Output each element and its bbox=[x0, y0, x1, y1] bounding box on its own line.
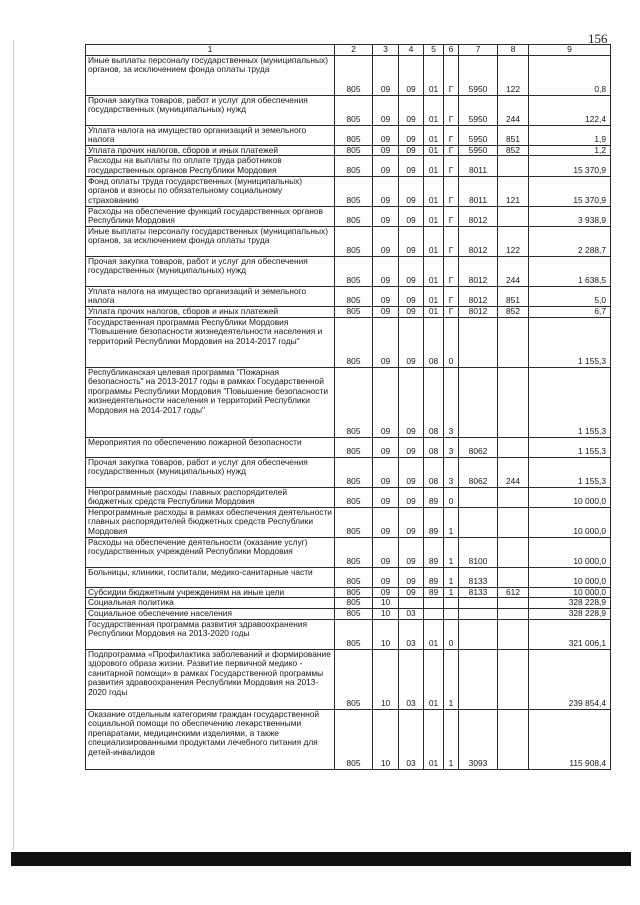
row-description: Расходы на обеспечение деятельности (оказание услуг) государственных учреждений Республики Мордовия bbox=[86, 537, 335, 567]
row-code-c5: 08 bbox=[424, 317, 444, 367]
row-code-c5: 08 bbox=[424, 437, 444, 457]
row-code-c4 bbox=[399, 598, 424, 609]
row-code-c3: 09 bbox=[373, 487, 399, 507]
row-code-c8: 852 bbox=[498, 145, 529, 156]
table-row bbox=[86, 176, 611, 206]
row-code-c3: 09 bbox=[373, 145, 399, 156]
row-code-c4: 09 bbox=[399, 317, 424, 367]
row-code-c7: 8062 bbox=[459, 457, 498, 487]
row-code-c2: 805 bbox=[335, 286, 373, 306]
row-code-c3: 10 bbox=[373, 649, 399, 709]
row-description: Расходы на обеспечение функций государственных органов Республики Мордовия bbox=[86, 206, 335, 226]
row-code-c6: Г bbox=[444, 226, 459, 256]
row-code-c5 bbox=[424, 598, 444, 609]
table-row bbox=[86, 317, 611, 367]
row-code-c2: 805 bbox=[335, 649, 373, 709]
row-description: Уплата прочих налогов, сборов и иных платежей bbox=[86, 306, 335, 317]
table-row bbox=[86, 567, 611, 587]
row-code-c8 bbox=[498, 156, 529, 176]
row-description: Больницы, клиники, госпитали, медико-санитарные части bbox=[86, 567, 335, 587]
row-code-c3: 09 bbox=[373, 306, 399, 317]
row-description: Прочая закупка товаров, работ и услуг для обеспечения государственных (муниципальных) нужд bbox=[86, 457, 335, 487]
row-code-c2: 805 bbox=[335, 125, 373, 145]
row-code-c5: 01 bbox=[424, 125, 444, 145]
header-cell: 1 bbox=[86, 45, 335, 56]
row-code-c4: 09 bbox=[399, 95, 424, 125]
row-code-c8: 852 bbox=[498, 306, 529, 317]
row-code-c5: 89 bbox=[424, 487, 444, 507]
row-code-c4: 09 bbox=[399, 437, 424, 457]
row-code-c3: 09 bbox=[373, 286, 399, 306]
row-code-c4: 03 bbox=[399, 619, 424, 649]
row-code-c5: 08 bbox=[424, 457, 444, 487]
row-amount: 321 006,1 bbox=[529, 619, 611, 649]
table-row bbox=[86, 537, 611, 567]
row-description: Социальное обеспечение населения bbox=[86, 608, 335, 619]
table-row bbox=[86, 156, 611, 176]
row-code-c5: 89 bbox=[424, 537, 444, 567]
table-row bbox=[86, 145, 611, 156]
row-amount: 328 228,9 bbox=[529, 598, 611, 609]
row-description: Оказание отдельным категориям граждан государственной социальной помощи по обеспечению лекарственными препаратами, медицинскими изделиями, а также специализированными продуктами лечебного питания для детей-инвалидов bbox=[86, 709, 335, 769]
row-amount: 1 155,3 bbox=[529, 367, 611, 437]
row-code-c6: Г bbox=[444, 156, 459, 176]
row-code-c5: 01 bbox=[424, 709, 444, 769]
row-code-c6 bbox=[444, 598, 459, 609]
row-code-c8 bbox=[498, 608, 529, 619]
row-code-c5: 01 bbox=[424, 286, 444, 306]
row-code-c2: 805 bbox=[335, 95, 373, 125]
header-cell: 9 bbox=[529, 45, 611, 56]
row-code-c4: 09 bbox=[399, 256, 424, 286]
scan-margin-line bbox=[13, 40, 14, 850]
row-code-c8 bbox=[498, 317, 529, 367]
row-code-c3: 09 bbox=[373, 437, 399, 457]
table-row bbox=[86, 437, 611, 457]
row-description: Государственная программа развития здравоохранения Республики Мордовия на 2013-2020 годы bbox=[86, 619, 335, 649]
row-code-c5: 01 bbox=[424, 145, 444, 156]
row-code-c7: 8062 bbox=[459, 437, 498, 457]
row-description: Республиканская целевая программа "Пожарная безопасность" на 2013-2017 годы в рамках Государственной программы Республики Мордовия "Повышение безопасности жизнедеятельности населения и территорий Республики Мордовия на 2014-2017 годы" bbox=[86, 367, 335, 437]
row-amount: 115 908,4 bbox=[529, 709, 611, 769]
row-code-c3: 09 bbox=[373, 206, 399, 226]
row-code-c4: 03 bbox=[399, 608, 424, 619]
row-code-c7: 8100 bbox=[459, 537, 498, 567]
row-amount: 0,8 bbox=[529, 55, 611, 95]
row-amount: 15 370,9 bbox=[529, 176, 611, 206]
row-code-c7: 8012 bbox=[459, 226, 498, 256]
row-code-c3: 09 bbox=[373, 95, 399, 125]
row-code-c7 bbox=[459, 619, 498, 649]
row-amount: 10 000,0 bbox=[529, 587, 611, 598]
row-code-c6: 1 bbox=[444, 567, 459, 587]
row-code-c4: 09 bbox=[399, 125, 424, 145]
row-code-c2: 805 bbox=[335, 537, 373, 567]
row-code-c2: 805 bbox=[335, 317, 373, 367]
table-row bbox=[86, 598, 611, 609]
row-code-c2: 805 bbox=[335, 256, 373, 286]
row-code-c6: 0 bbox=[444, 317, 459, 367]
row-amount: 1,9 bbox=[529, 125, 611, 145]
row-code-c6: Г bbox=[444, 286, 459, 306]
row-code-c7: 8011 bbox=[459, 176, 498, 206]
table-row bbox=[86, 457, 611, 487]
row-code-c2: 805 bbox=[335, 226, 373, 256]
row-description: Расходы на выплаты по оплате труда работников государственных органов Республики Мордовия bbox=[86, 156, 335, 176]
row-code-c7: 3093 bbox=[459, 709, 498, 769]
row-code-c4: 09 bbox=[399, 206, 424, 226]
row-code-c2: 805 bbox=[335, 487, 373, 507]
row-code-c6: 3 bbox=[444, 367, 459, 437]
table-row bbox=[86, 206, 611, 226]
table-row bbox=[86, 95, 611, 125]
row-amount: 6,7 bbox=[529, 306, 611, 317]
row-amount: 10 000,0 bbox=[529, 487, 611, 507]
row-code-c2: 805 bbox=[335, 145, 373, 156]
page-number: 156 bbox=[588, 31, 608, 46]
row-code-c7: 8012 bbox=[459, 256, 498, 286]
row-code-c5: 01 bbox=[424, 55, 444, 95]
row-code-c7: 8133 bbox=[459, 587, 498, 598]
row-code-c5: 01 bbox=[424, 156, 444, 176]
row-code-c2: 805 bbox=[335, 306, 373, 317]
row-code-c3: 09 bbox=[373, 125, 399, 145]
row-code-c7: 8011 bbox=[459, 156, 498, 176]
row-code-c2: 805 bbox=[335, 619, 373, 649]
row-code-c2: 805 bbox=[335, 598, 373, 609]
row-code-c4: 09 bbox=[399, 507, 424, 537]
row-code-c7 bbox=[459, 507, 498, 537]
row-description: Мероприятия по обеспечению пожарной безопасности bbox=[86, 437, 335, 457]
row-code-c5: 89 bbox=[424, 567, 444, 587]
table-row bbox=[86, 226, 611, 256]
row-code-c7: 5950 bbox=[459, 55, 498, 95]
table-row bbox=[86, 286, 611, 306]
row-code-c8: 122 bbox=[498, 226, 529, 256]
row-code-c5: 01 bbox=[424, 619, 444, 649]
row-code-c3: 10 bbox=[373, 619, 399, 649]
row-code-c7: 8133 bbox=[459, 567, 498, 587]
row-code-c6: 0 bbox=[444, 619, 459, 649]
row-amount: 1,2 bbox=[529, 145, 611, 156]
row-code-c8: 121 bbox=[498, 176, 529, 206]
row-amount: 10 000,0 bbox=[529, 507, 611, 537]
row-description: Фонд оплаты труда государственных (муниципальных) органов и взносы по обязательному социальному страхованию bbox=[86, 176, 335, 206]
row-code-c7 bbox=[459, 317, 498, 367]
row-description: Государственная программа Республики Мордовия "Повышение безопасности жизнедеятельности населения и территорий Республики Мордовия на 2014-2017 годы" bbox=[86, 317, 335, 367]
row-code-c3: 09 bbox=[373, 367, 399, 437]
table-row bbox=[86, 125, 611, 145]
row-code-c8 bbox=[498, 619, 529, 649]
header-cell: 5 bbox=[424, 45, 444, 56]
row-code-c3: 10 bbox=[373, 709, 399, 769]
header-cell: 2 bbox=[335, 45, 373, 56]
table-body bbox=[86, 45, 611, 770]
row-code-c4: 09 bbox=[399, 487, 424, 507]
table-row bbox=[86, 608, 611, 619]
row-code-c6: 3 bbox=[444, 457, 459, 487]
row-code-c5: 89 bbox=[424, 507, 444, 537]
row-code-c8: 244 bbox=[498, 95, 529, 125]
row-code-c2: 805 bbox=[335, 176, 373, 206]
row-code-c2: 805 bbox=[335, 608, 373, 619]
row-code-c4: 03 bbox=[399, 709, 424, 769]
row-amount: 1 638,5 bbox=[529, 256, 611, 286]
row-code-c7: 5950 bbox=[459, 95, 498, 125]
table-header-row bbox=[86, 45, 611, 56]
row-code-c2: 805 bbox=[335, 367, 373, 437]
row-code-c8: 851 bbox=[498, 125, 529, 145]
row-code-c7: 8012 bbox=[459, 286, 498, 306]
row-description: Подпрограмма «Профилактика заболеваний и формирование здорового образа жизни. Развитие первичной медико - санитарной помощи» в рамках Государственной программы развития здравоохранения Республики Мордовия на 2013-2020 годы bbox=[86, 649, 335, 709]
header-cell: 6 bbox=[444, 45, 459, 56]
row-code-c8 bbox=[498, 206, 529, 226]
row-code-c4: 09 bbox=[399, 145, 424, 156]
row-description: Уплата прочих налогов, сборов и иных платежей bbox=[86, 145, 335, 156]
table-row bbox=[86, 256, 611, 286]
row-code-c5: 01 bbox=[424, 176, 444, 206]
row-code-c6: 1 bbox=[444, 537, 459, 567]
header-cell: 3 bbox=[373, 45, 399, 56]
row-code-c2: 805 bbox=[335, 55, 373, 95]
row-code-c4: 09 bbox=[399, 156, 424, 176]
row-amount: 1 155,3 bbox=[529, 437, 611, 457]
row-code-c6: 0 bbox=[444, 487, 459, 507]
row-code-c3: 09 bbox=[373, 457, 399, 487]
row-amount: 328 228,9 bbox=[529, 608, 611, 619]
header-cell: 7 bbox=[459, 45, 498, 56]
row-code-c8: 122 bbox=[498, 55, 529, 95]
row-code-c4: 09 bbox=[399, 587, 424, 598]
header-cell: 4 bbox=[399, 45, 424, 56]
row-code-c6: 3 bbox=[444, 437, 459, 457]
row-code-c8: 244 bbox=[498, 256, 529, 286]
table-row bbox=[86, 507, 611, 537]
row-code-c4: 09 bbox=[399, 367, 424, 437]
row-code-c3: 10 bbox=[373, 598, 399, 609]
row-amount: 2 288,7 bbox=[529, 226, 611, 256]
row-code-c6: Г bbox=[444, 55, 459, 95]
row-code-c4: 09 bbox=[399, 226, 424, 256]
row-code-c7: 8012 bbox=[459, 306, 498, 317]
row-code-c3: 09 bbox=[373, 156, 399, 176]
row-code-c5: 01 bbox=[424, 206, 444, 226]
row-code-c4: 09 bbox=[399, 457, 424, 487]
row-description: Непрограммные расходы в рамках обеспечения деятельности главных распорядителей бюджетных средств Республики Мордовия bbox=[86, 507, 335, 537]
row-code-c5: 01 bbox=[424, 95, 444, 125]
row-code-c3: 09 bbox=[373, 176, 399, 206]
row-amount: 5,0 bbox=[529, 286, 611, 306]
row-code-c2: 805 bbox=[335, 156, 373, 176]
row-code-c6: Г bbox=[444, 206, 459, 226]
row-code-c7 bbox=[459, 487, 498, 507]
row-code-c8 bbox=[498, 437, 529, 457]
table-row bbox=[86, 487, 611, 507]
row-amount: 1 155,3 bbox=[529, 457, 611, 487]
table-row bbox=[86, 709, 611, 769]
row-code-c5: 01 bbox=[424, 306, 444, 317]
row-code-c5: 01 bbox=[424, 649, 444, 709]
row-code-c8 bbox=[498, 649, 529, 709]
row-description: Субсидии бюджетным учреждениям на иные цели bbox=[86, 587, 335, 598]
row-code-c4: 09 bbox=[399, 286, 424, 306]
table-row bbox=[86, 587, 611, 598]
row-amount: 1 155,3 bbox=[529, 317, 611, 367]
row-code-c6: Г bbox=[444, 256, 459, 286]
row-code-c8: 612 bbox=[498, 587, 529, 598]
row-code-c8: 244 bbox=[498, 457, 529, 487]
row-code-c2: 805 bbox=[335, 457, 373, 487]
row-code-c7 bbox=[459, 367, 498, 437]
row-code-c2: 805 bbox=[335, 709, 373, 769]
row-code-c7: 8012 bbox=[459, 206, 498, 226]
header-cell: 8 bbox=[498, 45, 529, 56]
table-row bbox=[86, 649, 611, 709]
row-code-c3: 09 bbox=[373, 567, 399, 587]
row-code-c3: 09 bbox=[373, 55, 399, 95]
row-code-c2: 805 bbox=[335, 567, 373, 587]
row-code-c6: Г bbox=[444, 125, 459, 145]
row-code-c2: 805 bbox=[335, 206, 373, 226]
row-code-c4: 09 bbox=[399, 306, 424, 317]
budget-table bbox=[85, 44, 611, 770]
row-code-c6: Г bbox=[444, 176, 459, 206]
row-code-c5 bbox=[424, 608, 444, 619]
row-description: Прочая закупка товаров, работ и услуг для обеспечения государственных (муниципальных) нужд bbox=[86, 95, 335, 125]
row-code-c3: 09 bbox=[373, 256, 399, 286]
row-code-c3: 09 bbox=[373, 507, 399, 537]
table-row bbox=[86, 55, 611, 95]
row-code-c2: 805 bbox=[335, 507, 373, 537]
row-code-c6: 1 bbox=[444, 649, 459, 709]
row-code-c2: 805 bbox=[335, 437, 373, 457]
row-code-c7 bbox=[459, 649, 498, 709]
row-code-c2: 805 bbox=[335, 587, 373, 598]
row-amount: 10 000,0 bbox=[529, 537, 611, 567]
row-code-c8 bbox=[498, 507, 529, 537]
row-description: Иные выплаты персоналу государственных (муниципальных) органов, за исключением фонда оплаты труда bbox=[86, 55, 335, 95]
row-code-c7 bbox=[459, 608, 498, 619]
row-code-c6: Г bbox=[444, 306, 459, 317]
row-code-c7 bbox=[459, 598, 498, 609]
row-code-c5: 01 bbox=[424, 226, 444, 256]
row-code-c4: 03 bbox=[399, 649, 424, 709]
row-code-c8 bbox=[498, 537, 529, 567]
row-description: Иные выплаты персоналу государственных (муниципальных) органов, за исключением фонда оплаты труда bbox=[86, 226, 335, 256]
row-code-c6: 1 bbox=[444, 587, 459, 598]
table-row bbox=[86, 619, 611, 649]
row-code-c7: 5950 bbox=[459, 125, 498, 145]
row-amount: 15 370,9 bbox=[529, 156, 611, 176]
row-code-c7: 5950 bbox=[459, 145, 498, 156]
row-code-c5: 89 bbox=[424, 587, 444, 598]
row-code-c6 bbox=[444, 608, 459, 619]
row-amount: 3 938,9 bbox=[529, 206, 611, 226]
row-code-c4: 09 bbox=[399, 567, 424, 587]
row-amount: 122,4 bbox=[529, 95, 611, 125]
table-row bbox=[86, 306, 611, 317]
row-code-c6: 1 bbox=[444, 507, 459, 537]
row-description: Прочая закупка товаров, работ и услуг для обеспечения государственных (муниципальных) нужд bbox=[86, 256, 335, 286]
row-code-c5: 08 bbox=[424, 367, 444, 437]
row-description: Социальная политика bbox=[86, 598, 335, 609]
row-code-c3: 09 bbox=[373, 537, 399, 567]
row-code-c6: Г bbox=[444, 95, 459, 125]
row-code-c3: 09 bbox=[373, 317, 399, 367]
row-code-c3: 09 bbox=[373, 226, 399, 256]
row-code-c4: 09 bbox=[399, 55, 424, 95]
row-description: Уплата налога на имущество организаций и земельного налога bbox=[86, 125, 335, 145]
row-code-c4: 09 bbox=[399, 176, 424, 206]
row-code-c8: 851 bbox=[498, 286, 529, 306]
row-code-c6: Г bbox=[444, 145, 459, 156]
row-code-c8 bbox=[498, 567, 529, 587]
row-code-c8 bbox=[498, 709, 529, 769]
scan-edge-bar bbox=[11, 852, 631, 866]
row-code-c4: 09 bbox=[399, 537, 424, 567]
row-description: Непрограммные расходы главных распорядителей бюджетных средств Республики Мордовия bbox=[86, 487, 335, 507]
row-code-c8 bbox=[498, 598, 529, 609]
row-code-c3: 09 bbox=[373, 587, 399, 598]
row-code-c8 bbox=[498, 487, 529, 507]
table-row bbox=[86, 367, 611, 437]
row-amount: 10 000,0 bbox=[529, 567, 611, 587]
row-code-c6: 1 bbox=[444, 709, 459, 769]
row-code-c5: 01 bbox=[424, 256, 444, 286]
row-code-c8 bbox=[498, 367, 529, 437]
row-code-c3: 10 bbox=[373, 608, 399, 619]
row-amount: 239 854,4 bbox=[529, 649, 611, 709]
row-description: Уплата налога на имущество организаций и земельного налога bbox=[86, 286, 335, 306]
